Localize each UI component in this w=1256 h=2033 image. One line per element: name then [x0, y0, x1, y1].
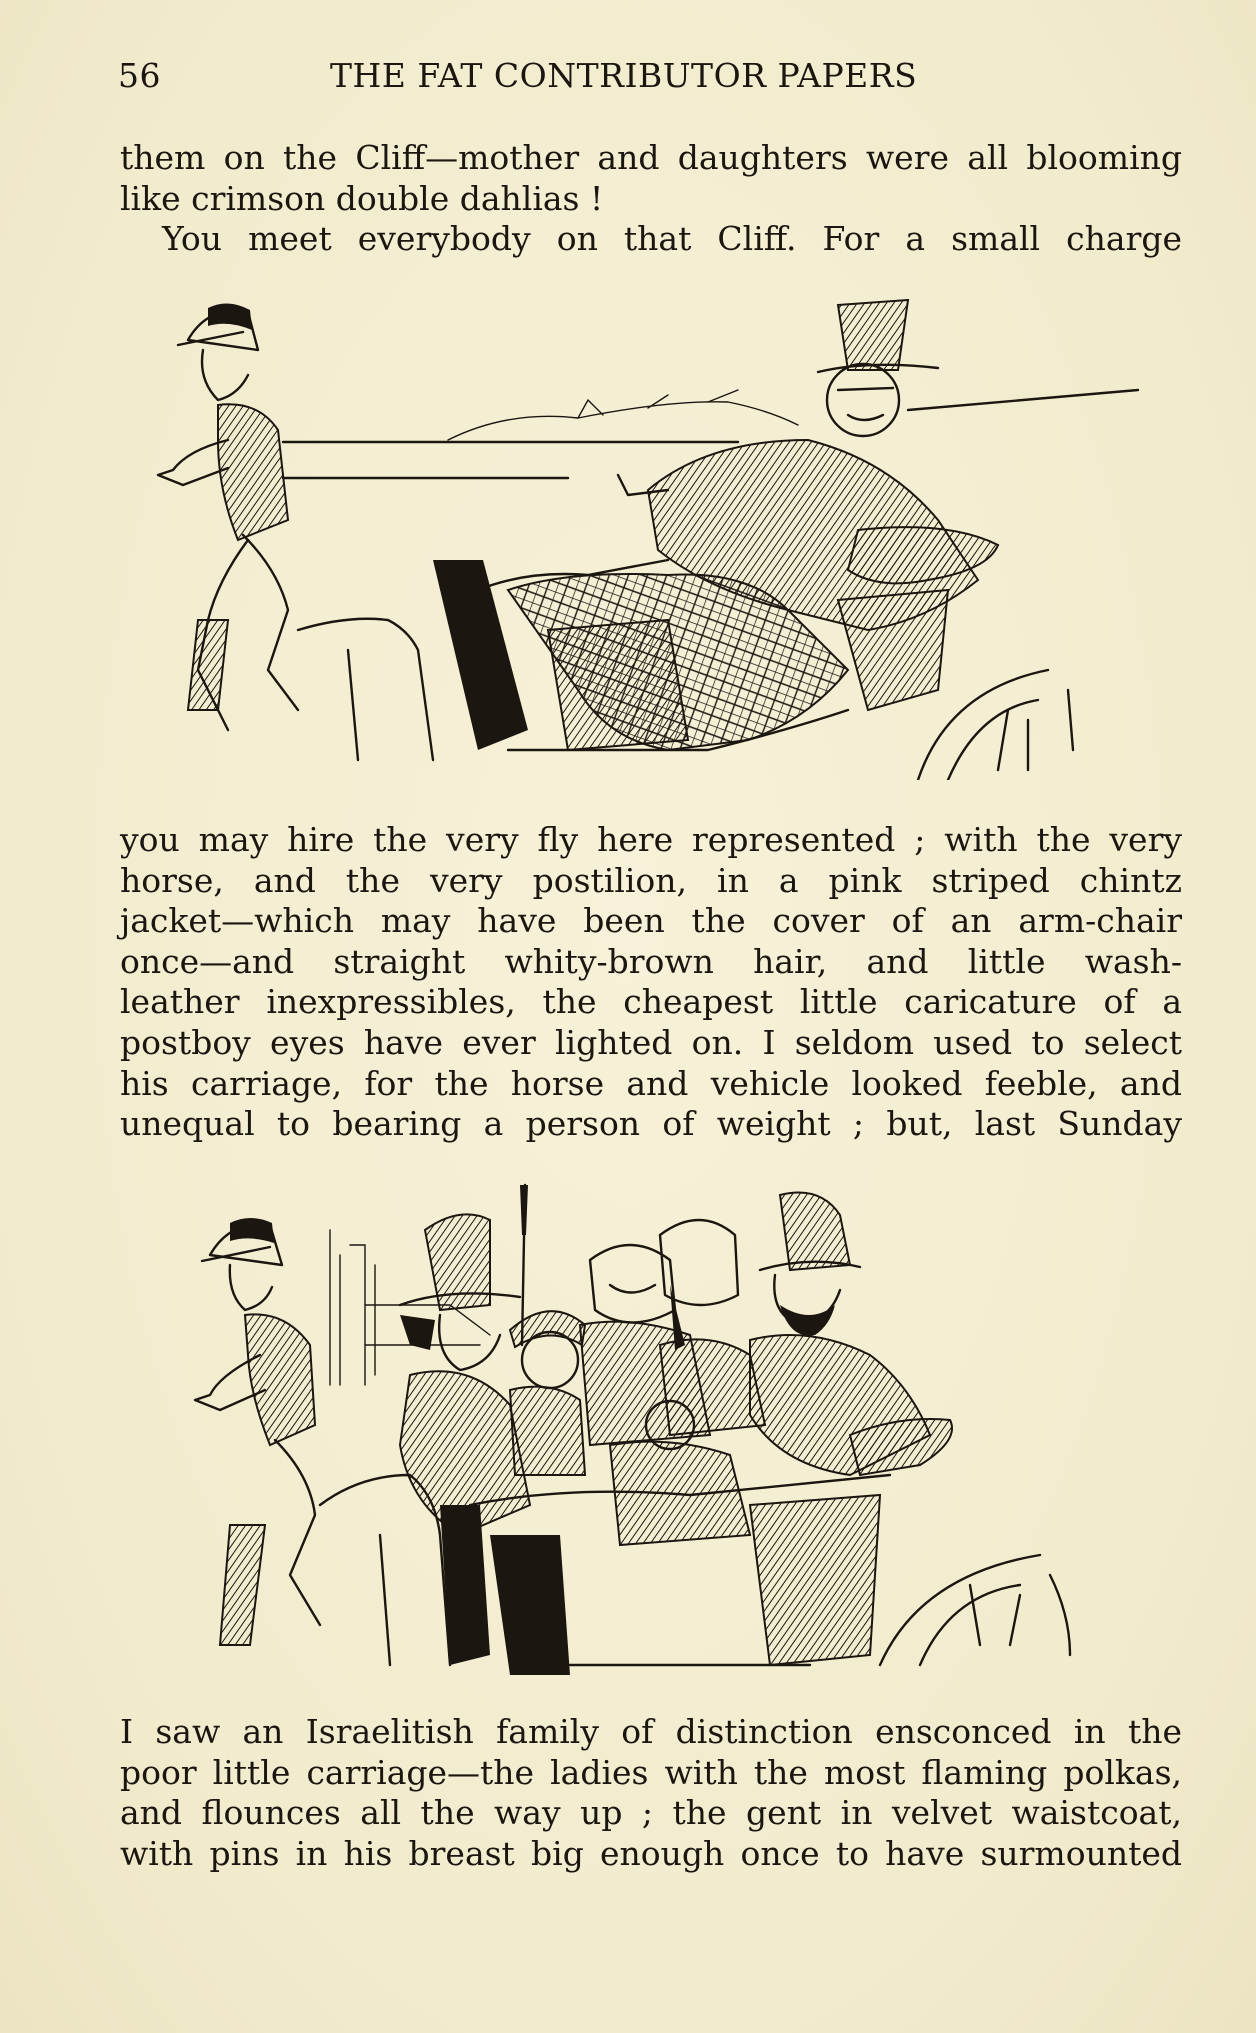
fat-man-in-fly-illustration	[148, 290, 1158, 780]
text-line: leather inexpressibles, the cheapest little caricature of a	[120, 982, 1182, 1022]
text-line: once—and straight whity-brown hair, and little wash-	[120, 941, 1182, 981]
text-line: poor little carriage—the ladies with the most flaming polkas,	[120, 1752, 1182, 1792]
text-line: horse, and the very postilion, in a pink striped chintz	[120, 860, 1182, 900]
paragraph-3	[120, 1712, 1182, 1874]
text-line: and flounces all the way up ; the gent in velvet waistcoat,	[120, 1793, 1182, 1833]
running-title: THE FAT CONTRIBUTOR PAPERS	[330, 56, 918, 95]
israelitish-family-in-fly-illustration	[190, 1175, 1140, 1675]
text-line: postboy eyes have ever lighted on. I seldom used to select	[120, 1022, 1182, 1062]
paragraph-2	[120, 820, 1182, 1145]
running-header	[118, 56, 966, 96]
text-line: his carriage, for the horse and vehicle looked feeble, and	[120, 1063, 1182, 1103]
page-number: 56	[118, 56, 161, 95]
text-line: You meet everybody on that Cliff. For a small charge	[162, 219, 1182, 259]
paragraph-1	[120, 138, 1182, 260]
text-line: unequal to bearing a person of weight ; but, last Sunday	[120, 1104, 1182, 1144]
text-line: them on the Cliff—mother and daughters were all blooming	[120, 138, 1182, 177]
text-line: with pins in his breast big enough once to have surmounted	[120, 1833, 1182, 1873]
text-line: like crimson double dahlias !	[120, 178, 604, 218]
text-line: I saw an Israelitish family of distinction ensconced in the	[120, 1712, 1182, 1751]
text-line: jacket—which may have been the cover of an arm-chair	[120, 901, 1182, 941]
text-line: you may hire the very fly here represented ; with the very	[120, 820, 1182, 859]
